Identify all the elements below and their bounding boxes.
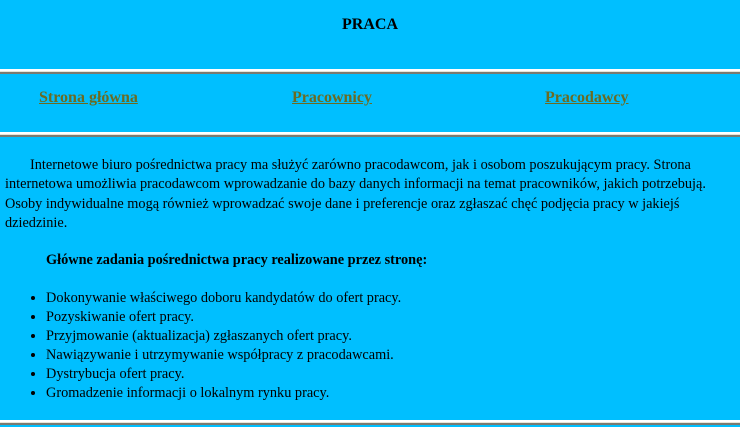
divider [0, 132, 740, 137]
intro-paragraph [5, 156, 706, 233]
intro-line: dziedzinie. [5, 214, 68, 231]
list-item: • Pozyskiwanie ofert pracy. [46, 308, 401, 327]
nav-link-home[interactable]: Strona główna [39, 89, 138, 106]
nav-link-employees[interactable]: Pracownicy [292, 89, 372, 106]
list-item: • Przyjmowanie (aktualizacja) zgłaszanych ofert pracy. [46, 327, 401, 346]
intro-line: internetowa umożliwia pracodawcom wprowadzanie do bazy danych informacji na temat pracowników, jakich potrzebują. [5, 176, 706, 193]
intro-line: Internetowe biuro pośrednictwa pracy ma służyć zarówno pracodawcom, jak i osobom poszukującym pracy. Strona [30, 157, 691, 173]
intro-line: Osoby indywidualne mogą również wprowadzać swoje dane i preferencje oraz zgłaszać chęć podjęcia pracy w jakiejś [5, 195, 680, 212]
list-item: • Nawiązywanie i utrzymywanie współpracy z pracodawcami. [46, 346, 401, 365]
page-title: PRACA [342, 16, 398, 33]
tasks-heading: Główne zadania pośrednictwa pracy realizowane przez stronę: [46, 252, 428, 268]
list-item: • Dystrybucja ofert pracy. [46, 365, 401, 384]
divider [0, 69, 740, 74]
list-item: • Dokonywanie właściwego doboru kandydatów do ofert pracy. [46, 289, 401, 308]
nav-link-employers[interactable]: Pracodawcy [545, 89, 629, 106]
divider [0, 420, 740, 425]
list-item: • Gromadzenie informacji o lokalnym rynku pracy. [46, 384, 401, 403]
tasks-list [0, 289, 401, 403]
